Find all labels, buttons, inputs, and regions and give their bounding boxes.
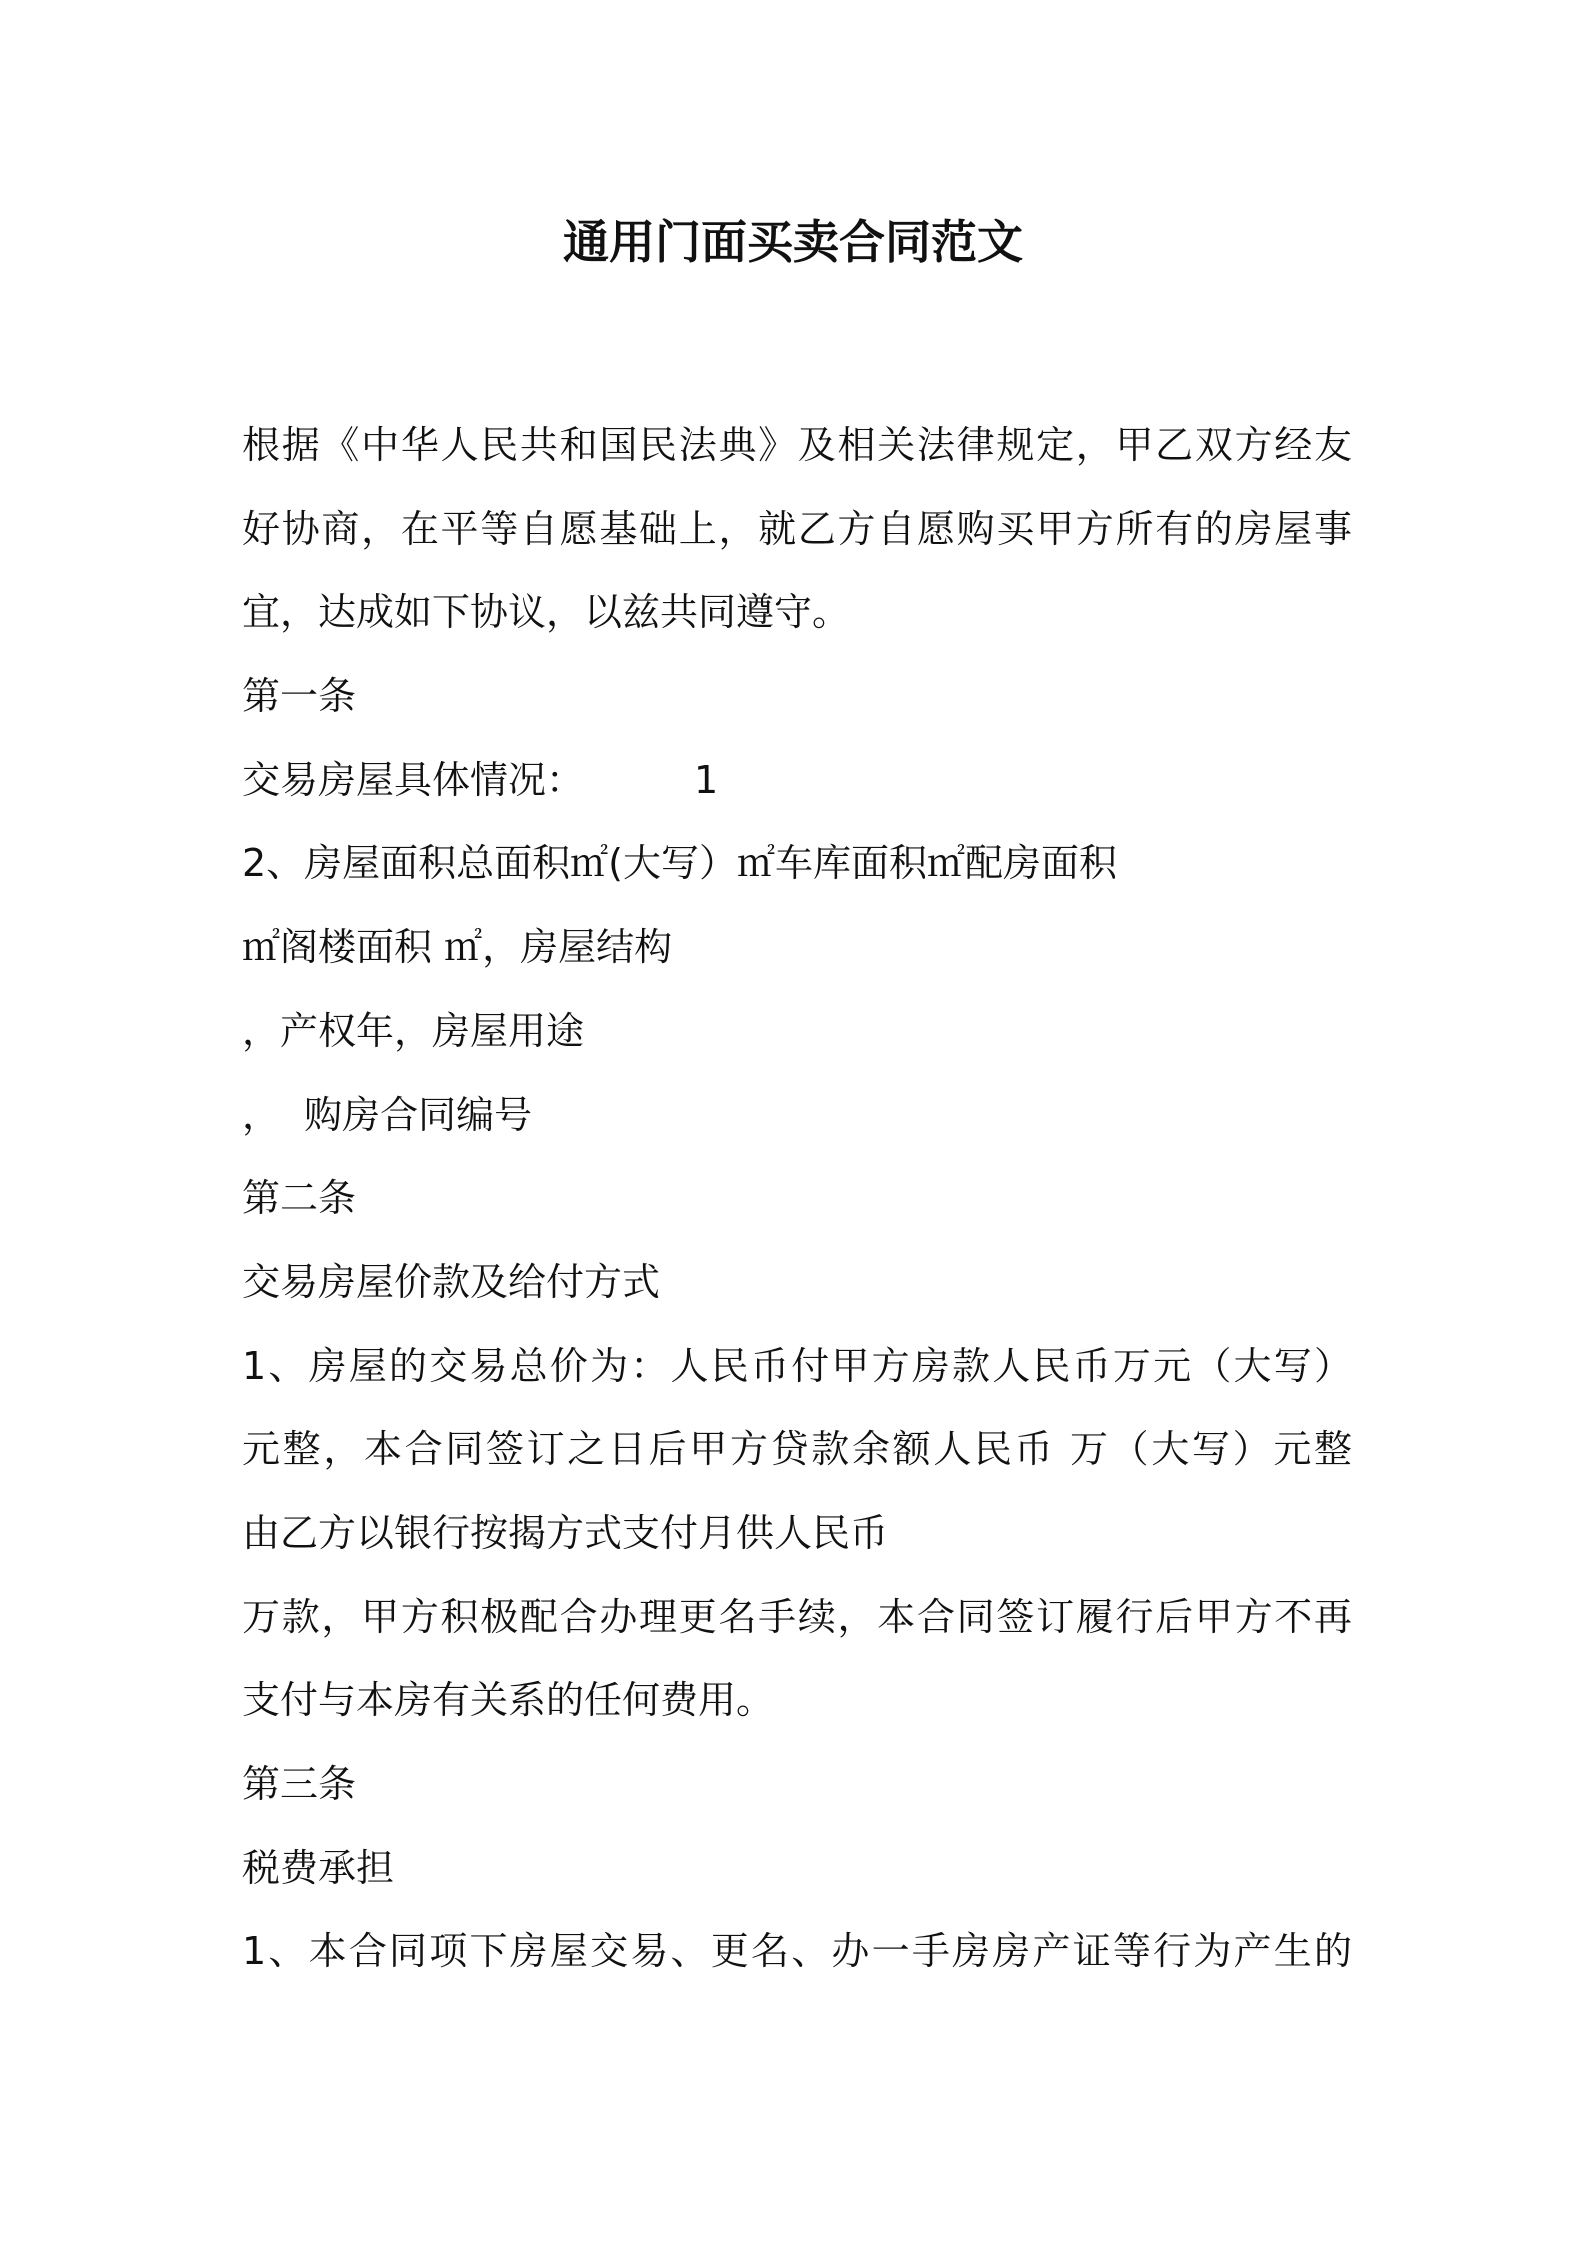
paragraph-line: ㎡阁楼面积 ㎡，房屋结构 [242,925,673,970]
paragraph-line: 1、本合同项下房屋交易、更名、办一手房房产证等行为产生的 [242,1929,1352,1974]
paragraph-line: 好协商，在平等自愿基础上，就乙方自愿购买甲方所有的房屋事 [242,506,1352,551]
paragraph-line: 根据《中华人民共和国民法典》及相关法律规定，甲乙双方经友 [242,423,1352,467]
paragraph-line: 元整，本合同签订之日后甲方贷款余额人民币 万（大写）元整 [242,1427,1352,1472]
paragraph-line [242,739,1352,823]
line-suffix: 1 [694,757,719,802]
paragraph-line: 2、房屋面积总面积㎡(大写）㎡车库面积㎡配房面积 [242,841,1118,886]
paragraph-line: 1、房屋的交易总价为：人民币付甲方房款人民币万元（大写） [242,1343,1352,1388]
document-title: 通用门面买卖合同范文 [563,215,1023,269]
article-heading: 第一条 [242,674,357,719]
paragraph-line: 宜，达成如下协议，以兹共同遵守。 [242,590,851,635]
article-heading: 第二条 [242,1176,357,1221]
paragraph-line: 由乙方以银行按揭方式支付月供人民币 [242,1510,889,1555]
paragraph-line: ，产权年，房屋用途 [242,1008,585,1053]
paragraph-line: 万款，甲方积极配合办理更名手续，本合同签订履行后甲方不再 [242,1594,1352,1639]
paragraph-line: 支付与本房有关系的任何费用。 [242,1678,775,1723]
document-body [242,404,1352,1994]
paragraph-line: ， 购房合同编号 [242,1092,533,1137]
article-heading: 第三条 [242,1762,357,1806]
paragraph-line: 交易房屋价款及给付方式 [242,1259,661,1304]
line-text: 交易房屋具体情况： [242,757,585,802]
paragraph-line: 税费承担 [242,1845,395,1890]
